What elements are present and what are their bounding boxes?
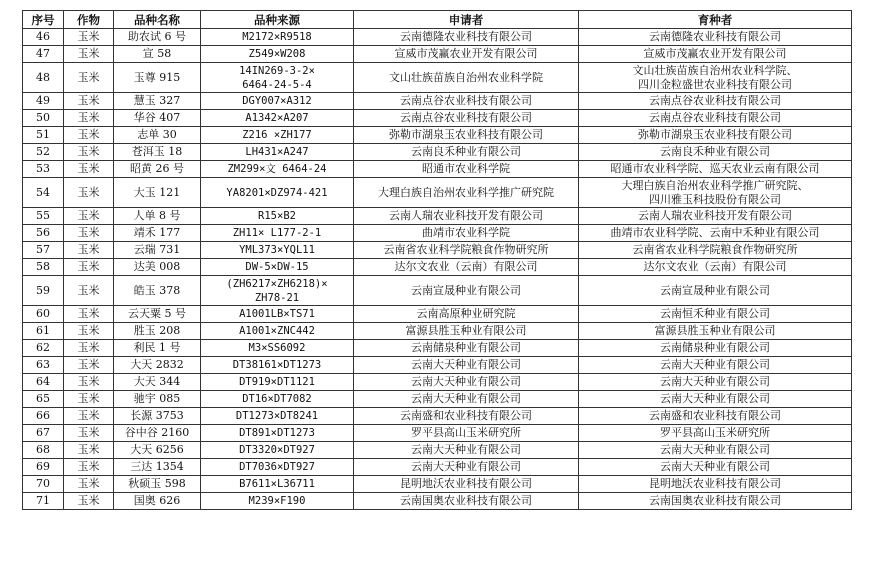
variety-source-cell [201,276,354,306]
breeder-cell-line: 达尔文农业（云南）有限公司 [643,260,787,273]
row-number: 68 [23,442,64,459]
row-number: 66 [23,408,64,425]
table-body [23,29,852,510]
row-number: 54 [23,178,64,208]
breeder-cell-line: 文山壮族苗族自治州农业科学院、 [632,63,798,77]
breeder-cell-line: 大理白族自治州农业科学推广研究院、 [621,178,809,192]
variety-source-cell [201,374,354,391]
row-number: 52 [23,144,64,161]
table-row [23,408,852,425]
crop-cell: 玉米 [64,476,114,493]
variety-name-cell: 胜玉 208 [114,323,201,340]
table-row [23,63,852,93]
crop-cell: 玉米 [64,408,114,425]
applicant-cell [354,340,579,357]
applicant-cell-line: 云南良禾种业有限公司 [411,145,521,158]
crop-cell: 玉米 [64,144,114,161]
row-number: 58 [23,259,64,276]
row-number: 62 [23,340,64,357]
breeder-cell [579,29,852,46]
crop-cell: 玉米 [64,442,114,459]
row-number: 59 [23,276,64,306]
applicant-cell [354,46,579,63]
row-number: 70 [23,476,64,493]
variety-source-cell [201,259,354,276]
variety-source-cell-line: ZH78-21 [254,291,300,304]
applicant-cell [354,259,579,276]
applicant-cell-line: 昆明地沃农业科技有限公司 [400,477,532,490]
applicant-cell-line: 弥勒市湖泉玉农业科技有限公司 [389,128,543,141]
variety-source-cell [201,29,354,46]
breeder-cell-line: 四川金粒盛世农业科技有限公司 [638,77,792,91]
applicant-cell-line: 云南大天种业有限公司 [411,375,521,388]
variety-source-cell-line: Z549×W208 [248,48,306,60]
variety-name-cell: 苍洱玉 18 [114,144,201,161]
row-number: 64 [23,374,64,391]
variety-source-cell-line: DGY007×A312 [242,95,312,107]
breeder-cell [579,225,852,242]
breeder-cell [579,425,852,442]
variety-source-cell-line: YML373×YQL11 [239,244,315,256]
breeder-cell-line: 云南大天种业有限公司 [660,358,770,371]
applicant-cell-line: 云南大天种业有限公司 [411,460,521,473]
applicant-cell-line: 云南储泉种业有限公司 [411,341,521,354]
variety-source-cell [201,161,354,178]
variety-table-container [22,10,851,510]
breeder-cell [579,127,852,144]
breeder-cell [579,178,852,208]
variety-name-cell: 华谷 407 [114,110,201,127]
breeder-cell-line: 宣威市茂赢农业开发有限公司 [643,47,787,60]
breeder-cell [579,46,852,63]
variety-name-cell: 驰宇 085 [114,391,201,408]
breeder-cell-line: 云南宣晟种业有限公司 [660,283,770,297]
table-row [23,442,852,459]
breeder-cell [579,93,852,110]
variety-source-cell-line: LH431×A247 [245,146,309,158]
variety-name-cell: 大天 344 [114,374,201,391]
row-number: 48 [23,63,64,93]
header-applicant: 申请者 [354,11,579,29]
variety-name-cell: 云天粟 5 号 [114,306,201,323]
breeder-cell [579,259,852,276]
row-number: 63 [23,357,64,374]
applicant-cell [354,323,579,340]
crop-cell: 玉米 [64,178,114,208]
applicant-cell [354,459,579,476]
applicant-cell-line: 云南盛和农业科技有限公司 [400,409,532,422]
variety-source-cell-line: A1342×A207 [245,112,309,124]
crop-cell: 玉米 [64,225,114,242]
breeder-cell-line: 富源县胜玉种业有限公司 [654,324,776,337]
variety-name-cell: 志单 30 [114,127,201,144]
breeder-cell [579,276,852,306]
table-row [23,459,852,476]
variety-source-cell-line: A1001LB×TS71 [239,308,315,320]
applicant-cell [354,178,579,208]
breeder-cell [579,391,852,408]
applicant-cell [354,493,579,510]
variety-source-cell [201,323,354,340]
breeder-cell [579,493,852,510]
variety-source-cell-line: R15×B2 [258,210,296,222]
crop-cell: 玉米 [64,374,114,391]
table-header-row [23,11,852,29]
variety-source-cell-line: (ZH6217×ZH6218)× [226,277,328,290]
breeder-cell [579,306,852,323]
variety-name-cell: 大玉 121 [114,178,201,208]
header-variety-name: 品种名称 [114,11,201,29]
variety-table [22,10,852,510]
applicant-cell [354,357,579,374]
variety-name-cell: 大天 2832 [114,357,201,374]
row-number: 67 [23,425,64,442]
breeder-cell-line: 云南人瑞农业科技开发有限公司 [638,209,792,222]
table-row [23,144,852,161]
table-row [23,93,852,110]
row-number: 47 [23,46,64,63]
table-row [23,493,852,510]
variety-source-cell-line: DT3320×DT927 [239,444,315,456]
table-row [23,306,852,323]
applicant-cell-line: 富源县胜玉种业有限公司 [405,324,527,337]
row-number: 46 [23,29,64,46]
variety-name-cell: 大天 6256 [114,442,201,459]
variety-name-cell: 谷中谷 2160 [114,425,201,442]
applicant-cell [354,63,579,93]
row-number: 49 [23,93,64,110]
breeder-cell [579,110,852,127]
variety-source-cell-line: A1001×ZNC442 [239,325,315,337]
variety-name-cell: 利民 1 号 [114,340,201,357]
applicant-cell [354,242,579,259]
breeder-cell-line: 云南良禾种业有限公司 [660,145,770,158]
applicant-cell [354,127,579,144]
applicant-cell-line: 云南省农业科学院粮食作物研究所 [383,243,549,256]
applicant-cell-line: 云南高原种业研究院 [416,307,516,320]
crop-cell: 玉米 [64,208,114,225]
row-number: 60 [23,306,64,323]
applicant-cell-line: 云南德隆农业科技有限公司 [400,30,532,43]
applicant-cell [354,110,579,127]
applicant-cell-line: 罗平县高山玉米研究所 [411,426,521,439]
applicant-cell [354,391,579,408]
breeder-cell [579,476,852,493]
variety-name-cell: 达美 008 [114,259,201,276]
applicant-cell-line: 云南国奥农业科技有限公司 [400,494,532,507]
table-row [23,208,852,225]
breeder-cell [579,459,852,476]
variety-source-cell-line: Z216 ×ZH177 [242,129,312,141]
table-row [23,225,852,242]
variety-source-cell-line: 6464-24-5-4 [242,78,312,91]
variety-name-cell: 慧玉 327 [114,93,201,110]
breeder-cell-line: 云南大天种业有限公司 [660,392,770,405]
table-row [23,357,852,374]
crop-cell: 玉米 [64,323,114,340]
row-number: 71 [23,493,64,510]
breeder-cell [579,63,852,93]
crop-cell: 玉米 [64,161,114,178]
variety-source-cell [201,442,354,459]
row-number: 61 [23,323,64,340]
crop-cell: 玉米 [64,459,114,476]
breeder-cell [579,242,852,259]
applicant-cell-line: 文山壮族苗族自治州农业科学院 [389,70,543,84]
crop-cell: 玉米 [64,242,114,259]
row-number: 50 [23,110,64,127]
variety-source-cell-line: YA8201×DZ974-421 [226,186,328,199]
variety-source-cell [201,144,354,161]
table-row [23,29,852,46]
crop-cell: 玉米 [64,306,114,323]
applicant-cell-line: 宣威市茂赢农业开发有限公司 [394,47,538,60]
crop-cell: 玉米 [64,425,114,442]
applicant-cell [354,161,579,178]
variety-name-cell: 三达 1354 [114,459,201,476]
breeder-cell-line: 云南盛和农业科技有限公司 [649,409,781,422]
table-row [23,161,852,178]
variety-name-cell: 人单 8 号 [114,208,201,225]
variety-name-cell: 昭黄 26 号 [114,161,201,178]
breeder-cell-line: 云南德隆农业科技有限公司 [649,30,781,43]
table-row [23,391,852,408]
applicant-cell [354,29,579,46]
variety-source-cell-line: DT38161×DT1273 [232,359,322,371]
table-row [23,425,852,442]
variety-name-cell: 助农试 6 号 [114,29,201,46]
variety-source-cell-line: M2172×R9518 [242,31,312,43]
breeder-cell-line: 云南省农业科学院粮食作物研究所 [632,243,798,256]
variety-name-cell: 靖禾 177 [114,225,201,242]
applicant-cell-line: 云南宣晟种业有限公司 [411,283,521,297]
variety-source-cell [201,178,354,208]
variety-source-cell [201,63,354,93]
table-row [23,127,852,144]
breeder-cell-line: 云南点谷农业科技有限公司 [649,94,781,107]
breeder-cell-line: 云南恒禾种业有限公司 [660,307,770,320]
applicant-cell-line: 昭通市农业科学院 [422,162,510,175]
applicant-cell-line: 曲靖市农业科学院 [422,226,510,239]
breeder-cell-line: 云南储泉种业有限公司 [660,341,770,354]
applicant-cell [354,225,579,242]
crop-cell: 玉米 [64,493,114,510]
applicant-cell [354,93,579,110]
row-number: 57 [23,242,64,259]
crop-cell: 玉米 [64,340,114,357]
variety-source-cell [201,391,354,408]
breeder-cell-line: 昭通市农业科学院、巡天农业云南有限公司 [610,162,820,175]
row-number: 51 [23,127,64,144]
applicant-cell [354,408,579,425]
row-number: 65 [23,391,64,408]
header-breeder: 育种者 [579,11,852,29]
applicant-cell-line: 大理白族自治州农业科学推广研究院 [378,185,554,199]
crop-cell: 玉米 [64,391,114,408]
variety-source-cell-line: M239×F190 [248,495,306,507]
breeder-cell [579,357,852,374]
variety-source-cell [201,493,354,510]
table-row [23,110,852,127]
row-number: 56 [23,225,64,242]
row-number: 69 [23,459,64,476]
header-crop: 作物 [64,11,114,29]
breeder-cell [579,340,852,357]
table-row [23,178,852,208]
variety-source-cell [201,306,354,323]
variety-source-cell [201,110,354,127]
table-row [23,276,852,306]
applicant-cell [354,144,579,161]
crop-cell: 玉米 [64,63,114,93]
breeder-cell-line: 云南大天种业有限公司 [660,460,770,473]
header-no: 序号 [23,11,64,29]
variety-name-cell: 玉尊 915 [114,63,201,93]
breeder-cell-line: 云南大天种业有限公司 [660,375,770,388]
row-number: 55 [23,208,64,225]
applicant-cell-line: 云南点谷农业科技有限公司 [400,111,532,124]
applicant-cell [354,425,579,442]
variety-source-cell-line: DW-5×DW-15 [245,261,309,273]
applicant-cell-line: 云南点谷农业科技有限公司 [400,94,532,107]
crop-cell: 玉米 [64,127,114,144]
variety-source-cell-line: DT7036×DT927 [239,461,315,473]
variety-name-cell: 长源 3753 [114,408,201,425]
variety-source-cell [201,242,354,259]
applicant-cell [354,276,579,306]
variety-name-cell: 秋硕玉 598 [114,476,201,493]
variety-source-cell [201,340,354,357]
breeder-cell-line: 云南国奥农业科技有限公司 [649,494,781,507]
variety-source-cell-line: M3×SS6092 [248,342,306,354]
variety-source-cell-line: B7611×L36711 [239,478,315,490]
applicant-cell-line: 云南大天种业有限公司 [411,358,521,371]
variety-name-cell: 宣 58 [114,46,201,63]
row-number: 53 [23,161,64,178]
variety-source-cell [201,225,354,242]
table-row [23,476,852,493]
variety-source-cell [201,459,354,476]
applicant-cell [354,306,579,323]
variety-source-cell [201,127,354,144]
crop-cell: 玉米 [64,93,114,110]
crop-cell: 玉米 [64,259,114,276]
applicant-cell-line: 云南人瑞农业科技开发有限公司 [389,209,543,222]
variety-name-cell: 皓玉 378 [114,276,201,306]
table-row [23,323,852,340]
variety-source-cell [201,208,354,225]
variety-source-cell-line: DT891×DT1273 [239,427,315,439]
variety-source-cell-line: DT1273×DT8241 [235,410,319,422]
applicant-cell-line: 云南大天种业有限公司 [411,392,521,405]
breeder-cell [579,408,852,425]
applicant-cell [354,374,579,391]
breeder-cell-line: 罗平县高山玉米研究所 [660,426,770,439]
variety-source-cell-line: DT919×DT1121 [239,376,315,388]
breeder-cell-line: 四川雅玉科技股份有限公司 [649,192,781,206]
applicant-cell [354,208,579,225]
breeder-cell [579,323,852,340]
breeder-cell-line: 曲靖市农业科学院、云南中禾种业有限公司 [610,226,820,239]
variety-name-cell: 云瑞 731 [114,242,201,259]
breeder-cell-line: 弥勒市湖泉玉农业科技有限公司 [638,128,792,141]
crop-cell: 玉米 [64,276,114,306]
breeder-cell [579,208,852,225]
table-row [23,259,852,276]
table-row [23,374,852,391]
table-row [23,340,852,357]
variety-source-cell [201,357,354,374]
variety-source-cell-line: 14IN269-3-2× [239,64,315,77]
applicant-cell-line: 达尔文农业（云南）有限公司 [394,260,538,273]
applicant-cell [354,476,579,493]
breeder-cell [579,374,852,391]
variety-source-cell-line: ZH11× L177-2-1 [232,227,322,239]
variety-source-cell-line: ZM299×文 6464-24 [227,163,327,175]
variety-name-cell: 国奥 626 [114,493,201,510]
variety-source-cell-line: DT16×DT7082 [242,393,312,405]
crop-cell: 玉米 [64,357,114,374]
breeder-cell [579,161,852,178]
crop-cell: 玉米 [64,110,114,127]
breeder-cell-line: 云南点谷农业科技有限公司 [649,111,781,124]
breeder-cell-line: 昆明地沃农业科技有限公司 [649,477,781,490]
variety-source-cell [201,425,354,442]
variety-source-cell [201,476,354,493]
crop-cell: 玉米 [64,29,114,46]
header-variety-source: 品种来源 [201,11,354,29]
variety-source-cell [201,46,354,63]
crop-cell: 玉米 [64,46,114,63]
breeder-cell [579,442,852,459]
table-row [23,46,852,63]
breeder-cell-line: 云南大天种业有限公司 [660,443,770,456]
variety-source-cell [201,93,354,110]
variety-source-cell [201,408,354,425]
applicant-cell-line: 云南大天种业有限公司 [411,443,521,456]
applicant-cell [354,442,579,459]
breeder-cell [579,144,852,161]
table-row [23,242,852,259]
